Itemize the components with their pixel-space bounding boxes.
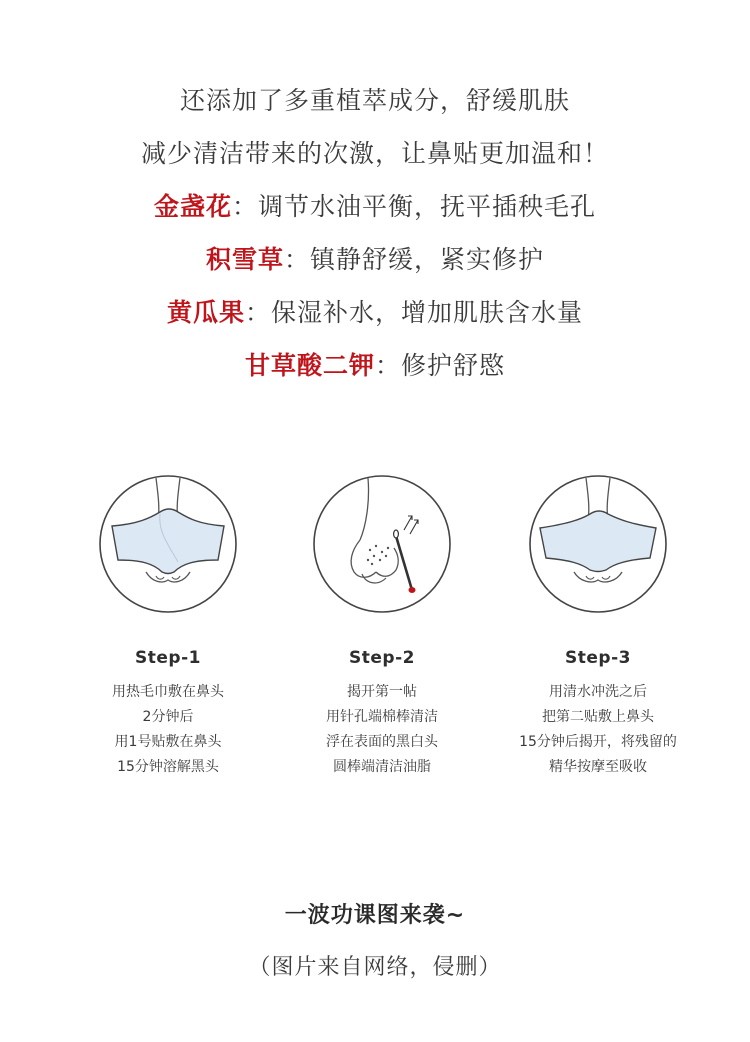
step-line: 揭开第一帖 <box>347 684 417 700</box>
intro-line-2: 减少清洁带来的次激，让鼻贴更加温和！ <box>140 139 609 168</box>
step-line: 浮在表面的黑白头 <box>326 734 438 750</box>
ingredient-desc: 调节水油平衡，抚平插秧毛孔 <box>258 192 597 221</box>
ingredient-desc: 镇静舒缓，紧实修护 <box>310 245 545 274</box>
step-line: 15分钟后揭开，将残留的 <box>519 734 677 750</box>
steps-section <box>0 474 750 794</box>
step-line: 用热毛巾敷在鼻头 <box>112 684 224 700</box>
intro-line-1: 还添加了多重植萃成分，舒缓肌肤 <box>179 86 570 115</box>
step-line: 2分钟后 <box>142 709 194 725</box>
second-strip-applied-icon <box>528 474 668 614</box>
ingredient-row-calendula <box>0 180 750 233</box>
step-description <box>58 680 278 780</box>
ingredient-separator: ： <box>244 298 271 327</box>
ingredient-row-centella <box>0 233 750 286</box>
step-line: 精华按摩至吸收 <box>549 759 647 775</box>
ingredient-name: 积雪草 <box>205 245 284 274</box>
ingredient-desc: 修护舒愍 <box>401 351 506 380</box>
step-1 <box>58 474 278 780</box>
ingredient-separator: ： <box>374 351 401 380</box>
step-title: Step-1 <box>135 648 201 668</box>
cotton-swab-cleaning-icon <box>312 474 452 614</box>
step-line: 用针孔端棉棒清洁 <box>326 709 438 725</box>
step-3 <box>488 474 708 780</box>
ingredient-separator: ： <box>231 192 258 221</box>
ingredient-row-cucumber <box>0 286 750 339</box>
step-line: 用清水冲洗之后 <box>549 684 647 700</box>
step-line: 把第二贴敷上鼻头 <box>542 709 654 725</box>
ingredient-name: 甘草酸二钾 <box>244 351 375 380</box>
intro-section <box>0 74 750 392</box>
ingredient-name: 黄瓜果 <box>166 298 245 327</box>
step-description <box>488 680 708 780</box>
step-line: 15分钟溶解黑头 <box>117 759 219 775</box>
step-2 <box>272 474 492 780</box>
step-title: Step-3 <box>565 648 631 668</box>
step-line: 用1号贴敷在鼻头 <box>114 734 222 750</box>
footer-note: （图片来自网络，侵删） <box>248 955 502 980</box>
ingredient-name: 金盏花 <box>153 192 232 221</box>
step-title: Step-2 <box>349 648 415 668</box>
footer-title: 一波功课图来袭~ <box>284 903 466 928</box>
ingredient-desc: 保湿补水，增加肌肤含水量 <box>271 298 584 327</box>
nose-strip-applied-icon <box>98 474 238 614</box>
ingredient-separator: ： <box>283 245 310 274</box>
step-description <box>272 680 492 780</box>
ingredient-row-glycyrrhizinate <box>0 339 750 392</box>
step-line: 圆棒端清洁油脂 <box>333 759 431 775</box>
